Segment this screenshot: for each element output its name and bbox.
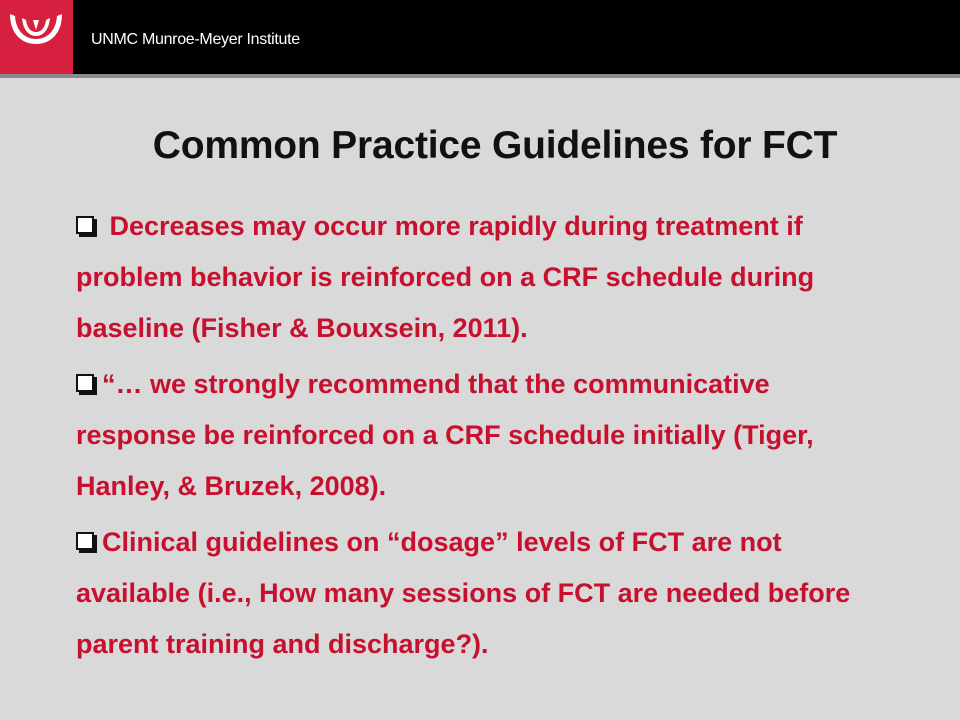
org-name: UNMC Munroe-Meyer Institute — [91, 31, 300, 48]
bullet-item — [76, 359, 896, 512]
hollow-square-bullet-icon — [76, 374, 94, 392]
hollow-square-bullet-icon — [76, 216, 94, 234]
header-divider — [0, 74, 960, 78]
bullet-text: Clinical guidelines on “dosage” levels of FCT are not available (i.e., How many sessions of FCT are needed before parent training and discharge?). — [76, 527, 851, 659]
bullet-text: “… we strongly recommend that the communicative response be reinforced on a CRF schedule initially (Tiger, Hanley, & Bruzek, 2008). — [76, 369, 814, 501]
bullet-list — [76, 201, 896, 675]
slide-title: Common Practice Guidelines for FCT — [152, 124, 838, 167]
bullet-text: Decreases may occur more rapidly during treatment if problem behavior is reinforced on a CRF schedule during baseline (Fisher & Bouxsein, 2011). — [76, 211, 815, 343]
hollow-square-bullet-icon — [76, 532, 94, 550]
bullet-item — [76, 201, 896, 354]
header-bar — [0, 0, 960, 74]
bullet-item — [76, 517, 896, 670]
unmc-logo-icon — [0, 0, 73, 74]
